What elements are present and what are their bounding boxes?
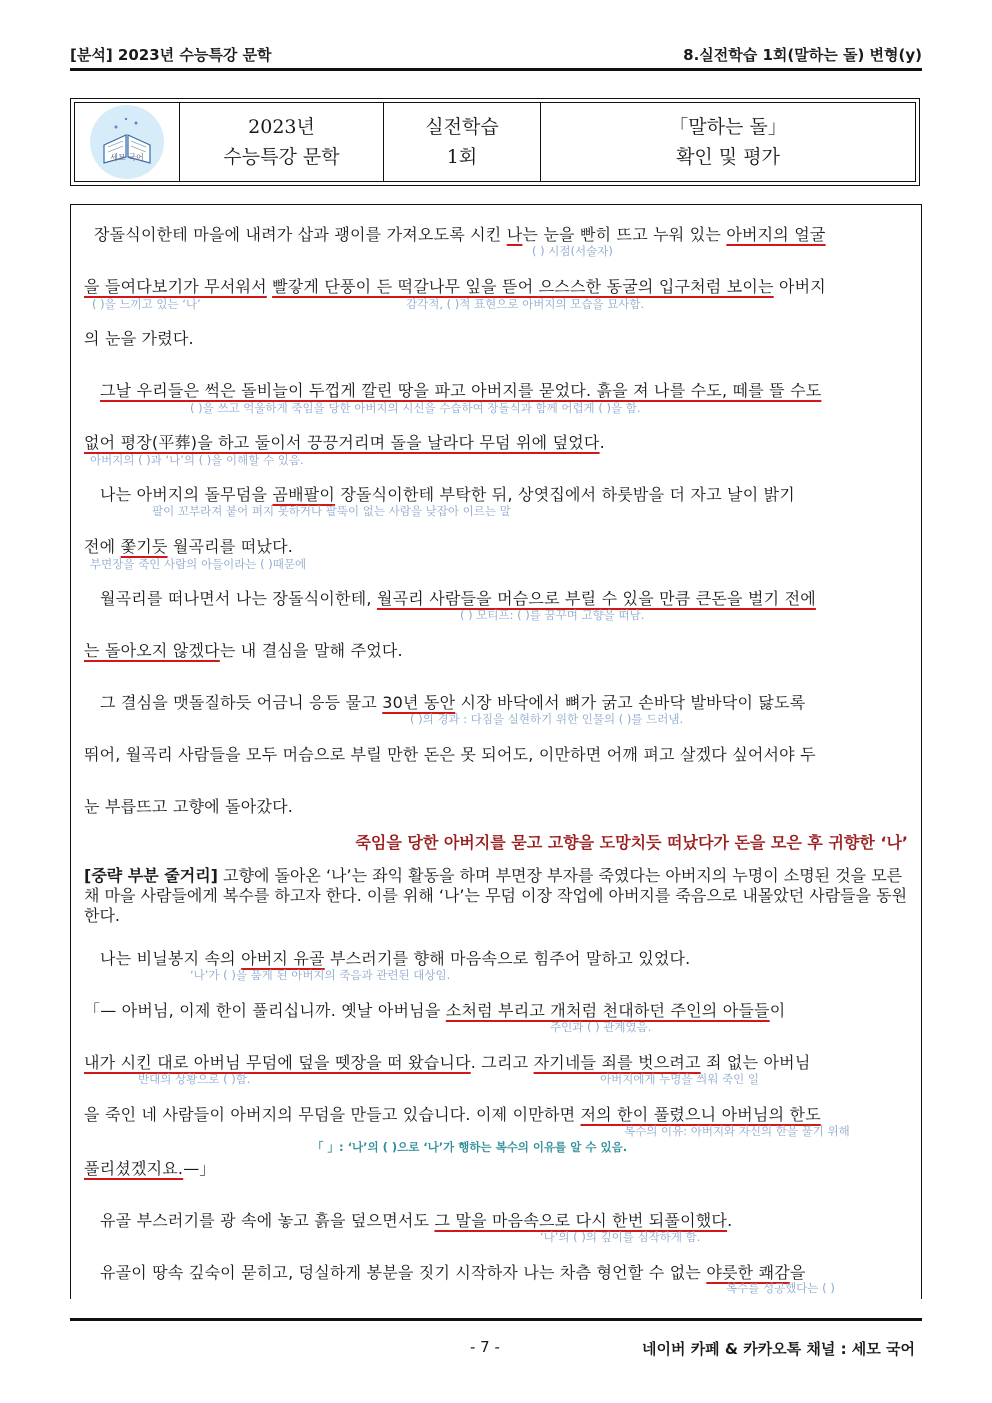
plot-label: [중략 부분 줄거리] [84, 866, 218, 885]
title-year: 2023년 [248, 116, 315, 138]
annotation: 부면장을 죽인 사람의 아들이라는 ( )때문에 [90, 557, 307, 571]
header-right: 8.실전학습 1회(말하는 돌) 변형(y) [683, 46, 922, 64]
text-line: 전에 쫓기듯 월곡리를 떠났다. [84, 537, 294, 556]
logo-cell [75, 103, 180, 181]
title-round: 1회 [446, 146, 478, 168]
text-line: 유골 부스러기를 광 속에 놓고 흙을 덮으면서도 그 말을 마음속으로 다시 한번 되풀이했다. [100, 1211, 733, 1230]
annotation: ( ) 모티프: ( )를 꿈꾸며 고향을 떠남. [460, 608, 645, 622]
book-logo-icon [90, 105, 164, 179]
text-line: 없어 평장(平葬)을 하고 둘이서 끙끙거리며 돌을 날라다 무덤 위에 덮었다. [84, 433, 605, 452]
text-line: 을 죽인 네 사람들이 아버지의 무덤을 만들고 있습니다. 이제 이만하면 저의 한이 풀렸으니 아버님의 한도 [84, 1105, 821, 1124]
annotation: ( )을 쓰고 억울하게 죽임을 당한 아버지의 시신을 수습하여 장돌식과 함께 어렵게 ( )을 함. [190, 401, 641, 415]
text-line: 「— 아버님, 이제 한이 풀리십니까. 옛날 아버님을 소처럼 부리고 개처럼 천대하던 주인의 아들들이 [84, 1001, 786, 1020]
plot-text: 고향에 돌아온 ‘나’는 좌익 활동을 하며 부면장 부자를 죽였다는 아버지의 누명이 소명된 것을 모른 채 마을 사람들에게 복수를 하고자 한다. 이를 위해 ‘나’는 무덤 이장 작업에 아버지를 죽음으로 내몰았던 사람들을 동원한다. [84, 866, 908, 925]
logo-text: 세모 국어 [110, 153, 144, 162]
text-line: 을 들여다보기가 무서워서 빨갛게 단풍이 든 떡갈나무 잎을 뜯어 으스스한 동굴의 입구처럼 보이는 아버지 [84, 277, 826, 296]
annotation: 아버지에게 누명을 씌워 죽인 일 [600, 1072, 760, 1086]
annotation: 복수의 이유: 아버지와 자신의 한을 풀기 위해 [624, 1124, 850, 1138]
text-line: 눈 부릅뜨고 고향에 돌아갔다. [84, 797, 294, 816]
title-work: 「말하는 돌」 [669, 116, 787, 138]
header-left: [분석] 2023년 수능특강 문학 [70, 46, 272, 64]
title-cell-3 [541, 103, 915, 181]
text-line: 월곡리를 떠나면서 나는 장돌식이한테, 월곡리 사람들을 머슴으로 부릴 수 있을 만큼 큰돈을 벌기 전에 [100, 589, 816, 608]
annotation: 복수를 성공했다는 ( ) [726, 1281, 835, 1295]
annotation: 반대의 상황으로 ( )함. [138, 1072, 251, 1086]
annotation: 감각적, ( )적 표현으로 아버지의 모습을 묘사함. [406, 297, 645, 311]
text-line: 그날 우리들은 썩은 돌비늘이 두껍게 깔린 땅을 파고 아버지를 묻었다. 흙을 져 나를 수도, 떼를 뜰 수도 [100, 381, 822, 400]
page-number: - 7 - [470, 1338, 500, 1356]
text-line: 내가 시킨 대로 아버님 무덤에 덮을 뗏장을 떠 왔습니다. 그리고 자기네들 죄를 벗으려고 죄 없는 아버님 [84, 1053, 811, 1072]
annotation: ( )의 경과 : 다짐을 실현하기 위한 인물의 ( )를 드러냄. [410, 712, 684, 726]
text-line: 는 돌아오지 않겠다는 내 결심을 말해 주었다. [84, 641, 403, 660]
section-summary: 죽임을 당한 아버지를 묻고 고향을 도망치듯 떠났다가 돈을 모은 후 귀향한 ‘나’ [355, 833, 908, 852]
title-book: 수능특강 문학 [223, 146, 340, 168]
annotation: ‘나’의 ( )의 깊이를 심작하게 함. [540, 1230, 701, 1244]
text-line: 그 결심을 맷돌질하듯 어금니 응등 물고 30년 동안 시장 바닥에서 뼈가 굵고 손바닥 발바닥이 닳도록 [100, 693, 806, 712]
text-line: 장돌식이한테 마을에 내려가 삽과 괭이를 가져오도록 시킨 나는 눈을 빤히 뜨고 누워 있는 아버지의 얼굴 [94, 225, 826, 244]
header-rule [70, 68, 922, 71]
title-eval: 확인 및 평가 [676, 146, 780, 168]
annotation: 아버지의 ( )과 ‘나’의 ( )을 이해할 수 있음. [90, 453, 304, 467]
text-line: 나는 아버지의 돌무덤을 곰배팔이 장돌식이한테 부탁한 뒤, 상엿집에서 하룻밤을 더 자고 날이 밝기 [100, 485, 795, 504]
footer-rule [70, 1318, 922, 1321]
title-practice: 실전학습 [425, 116, 499, 138]
annotation: ( ) 시점(서술자) [532, 244, 613, 258]
plot-summary [84, 866, 910, 926]
footer-channel: 네이버 카페 & 카카오톡 채널 : 세모 국어 [642, 1340, 915, 1358]
text-line: 풀리셨겠지요.—」 [84, 1159, 216, 1178]
title-table [70, 98, 920, 186]
text-line: 뛰어, 월곡리 사람들을 모두 머슴으로 부릴 만한 돈은 못 되어도, 이만하면 어깨 펴고 살겠다 싶어서야 두 [84, 745, 816, 764]
annotation: 「 」: ‘나’의 ( )으로 ‘나’가 행하는 복수의 이유를 알 수 있음. [312, 1140, 628, 1154]
title-cell-1 [180, 103, 384, 181]
text-line: 나는 비닐봉지 속의 아버지 유골 부스러기를 향해 마음속으로 힘주어 말하고 있었다. [100, 949, 691, 968]
annotation: ‘나’가 ( )을 품게 된 아버지의 죽음과 관련된 대상임. [190, 968, 451, 982]
annotation: ( )을 느끼고 있는 ‘나’ [92, 297, 201, 311]
text-line: 유골이 땅속 깊숙이 묻히고, 덩실하게 봉분을 짓기 시작하자 나는 차츰 형언할 수 없는 야릇한 쾌감을 [100, 1263, 806, 1282]
annotation: 팔이 꼬부라져 붙어 펴지 못하거나 팔뚝이 없는 사람을 낮잡아 이르는 말 [152, 504, 511, 518]
title-cell-2 [384, 103, 541, 181]
annotation: 주인과 ( ) 관계였음. [550, 1020, 652, 1034]
text-line: 의 눈을 가렸다. [84, 329, 194, 348]
